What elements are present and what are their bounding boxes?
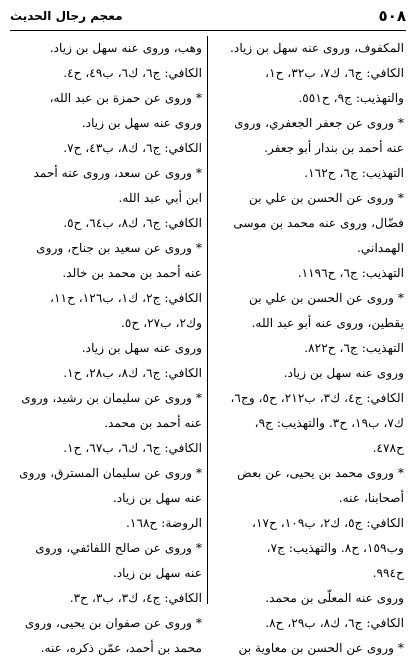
text-line: محمد بن أحمد، عمّن ذكره، عنه.: [40, 641, 202, 655]
text-line: المكفوف، وروى عنه سهل بن زياد.: [230, 41, 404, 55]
text-line: وروى عنه المعلّى بن محمد.: [265, 591, 404, 605]
text-line: * وروى عن سليمان المسترق، وروى: [19, 466, 202, 480]
text-line: * وروى عن سعيد بن جناح، وروى: [36, 241, 202, 255]
text-line: عنه سهل بن زياد.: [112, 566, 202, 580]
text-line: الكافي: ج٥، ك٢، ب١٠٩، ح١٧،: [252, 516, 404, 530]
text-line: * وروى عن جعفر الجعفري، وروى: [234, 116, 404, 130]
text-line: ح٩٩٤.: [372, 566, 404, 580]
text-line: الكافي: ج٦، ك٦، ب٦٧، ح١.: [63, 441, 202, 455]
text-line: وروى عنه سهل بن زياد.: [81, 116, 202, 130]
text-line: عنه سهل بن زياد.: [112, 491, 202, 505]
text-line: * وروى عن الحسن بن معاوية بن: [238, 641, 404, 655]
text-line: يقطين، وروى عنه أبو عبد الله.: [251, 316, 404, 330]
text-line: * وروى عن سليمان بن رشيد، وروى: [21, 391, 202, 405]
text-line: وهب، وروى عنه سهل بن زياد.: [49, 41, 202, 55]
page-number: ٥٠٨: [378, 7, 406, 25]
running-title: معجم رجال الحديث: [10, 9, 123, 23]
text-line: الكافي: ج٦، ك٧، ب٣٢، ح١،: [265, 66, 404, 80]
text-line: التهذيب: ج٦، ح٨٢٢.: [304, 341, 404, 355]
text-line: وك٢، ب٢٧، ح٥.: [121, 316, 202, 330]
header-rule: [10, 30, 406, 31]
text-line: الكافي: ج٤، ك٣، ب٢١٢، ح٥، وج٦،: [230, 391, 404, 405]
text-line: ح٤٧٨.: [372, 441, 404, 455]
text-line: * وروى عن صالح اللفائفي، وروى: [35, 541, 202, 555]
text-line: * وروى عن حمزة بن عبد الله،: [49, 91, 202, 105]
text-line: ك٧، ب١٩، ح٣. والتهذيب: ج٩،: [254, 416, 404, 430]
column-divider: [207, 36, 208, 604]
text-line: أصحابنا، عنه.: [338, 491, 404, 505]
text-line: * وروى محمد بن يحيى، عن بعض: [237, 466, 404, 480]
text-line: عنه أحمد بن بندار أبو جعفر.: [264, 141, 404, 155]
text-line: وب١٥٩، ح٨. والتهذيب: ج٧،: [266, 541, 404, 555]
left-column: [12, 36, 202, 661]
text-line: عنه أحمد بن محمد بن خالد.: [62, 266, 202, 280]
text-line: فضّال، وروى عنه محمد بن موسى: [233, 216, 404, 230]
text-line: الكافي: ج٦، ك٨، ب٦٤، ح٥.: [63, 216, 202, 230]
text-line: عنه أحمد بن محمد.: [104, 416, 202, 430]
text-line: الكافي: ج٦، ك٦، ب٤٩، ح٤.: [63, 66, 202, 80]
text-line: الكافي: ج٦، ك٨، ب٢٩، ح٨.: [265, 616, 404, 630]
page-header: [10, 4, 406, 28]
text-line: التهذيب: ج٦، ح١٦٢.: [304, 166, 404, 180]
text-line: * وروى عن الحسن بن علي بن: [248, 191, 404, 205]
text-line: الروضة: ح١٦٨.: [126, 516, 202, 530]
text-line: الهمداني.: [357, 241, 404, 255]
right-column: [214, 36, 404, 661]
text-line: * وروى عن الحسن بن علي بن: [248, 291, 404, 305]
text-line: الكافي: ج٦، ك٨، ب٢٨، ح١.: [63, 366, 202, 380]
text-line: والتهذيب: ج٩، ح٥٥١.: [298, 91, 404, 105]
text-line: ابن أبي عبد الله.: [118, 191, 202, 205]
text-line: الكافي: ج٤، ك٣، ب٣، ح٣.: [69, 591, 202, 605]
text-line: * وروى عن سعد، وروى عنه أحمد: [33, 166, 202, 180]
text-line: الكافي: ج٦، ك٨، ب٤٣، ح٧.: [63, 141, 202, 155]
text-line: وروى عنه سهل بن زياد.: [283, 366, 404, 380]
text-line: التهذيب: ج٦، ح١١٩٦.: [297, 266, 404, 280]
text-line: وروى عنه سهل بن زياد.: [81, 341, 202, 355]
text-line: * وروى عن صفوان بن يحيى، وروى: [24, 616, 202, 630]
text-line: الكافي: ج٢، ك١، ب١٢٦، ح١١،: [50, 291, 202, 305]
